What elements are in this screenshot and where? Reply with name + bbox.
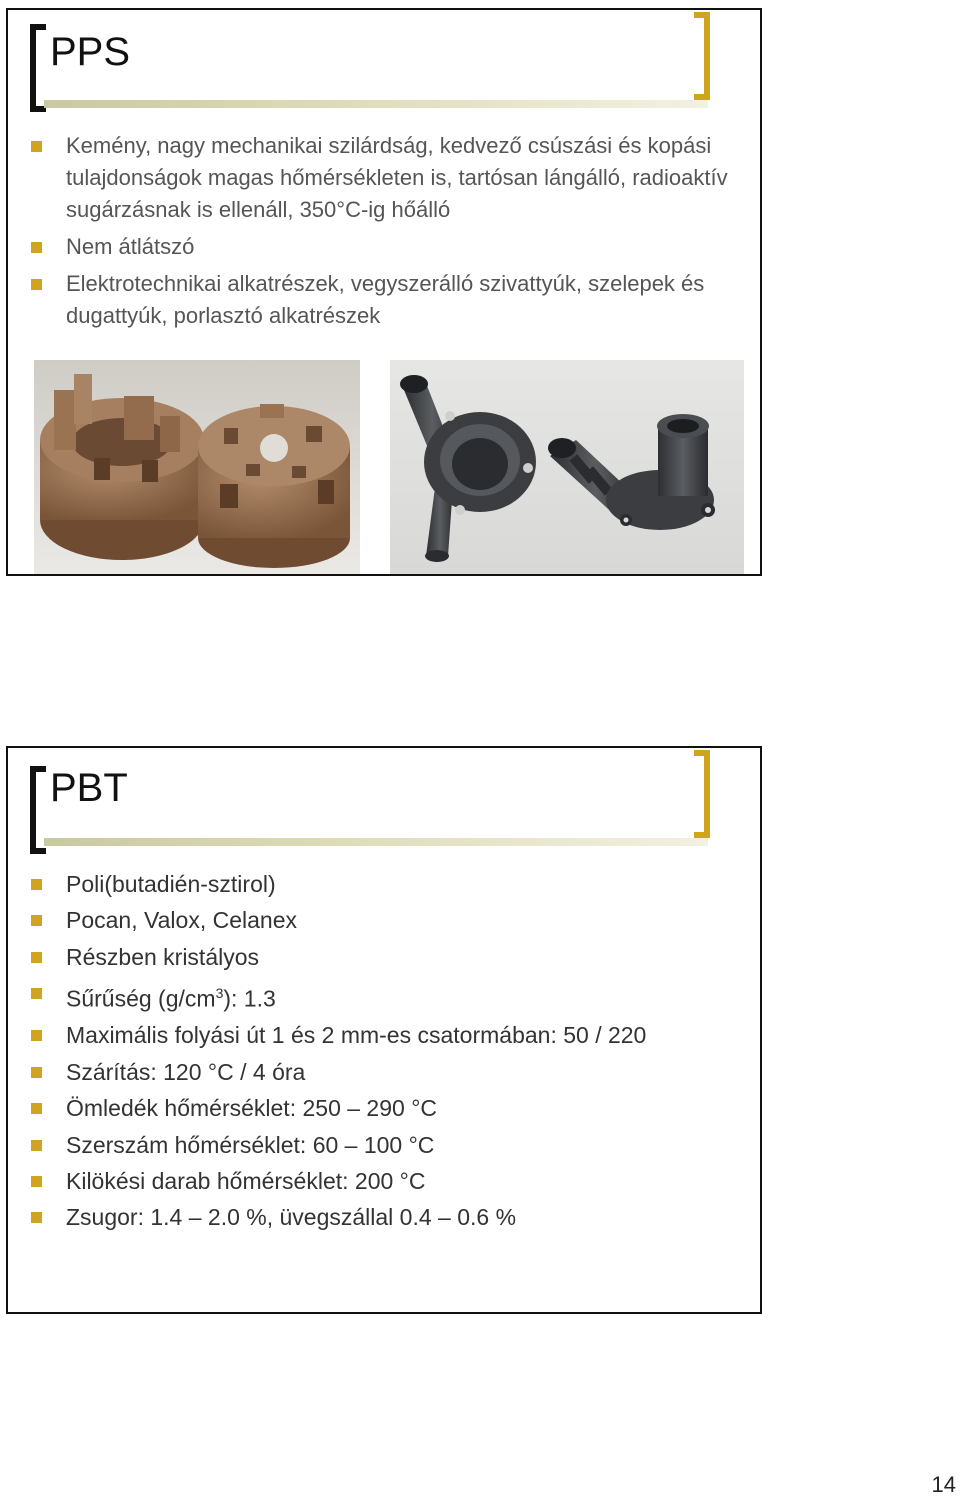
square-bullet-icon [31, 242, 42, 253]
list-item: Kemény, nagy mechanikai szilárdság, kedvező csúszási és kopási tulajdonságok magas hőmérsékleten is, tartósan lángálló, radioaktív sugárzásnak is ellenáll, 350°C-ig hőálló [28, 130, 728, 226]
slide-title: PPS [50, 30, 131, 74]
square-bullet-icon [31, 1140, 42, 1151]
list-item: Pocan, Valox, Celanex [28, 902, 728, 938]
list-item: Poli(butadién-sztirol) [28, 866, 728, 902]
title-rule [44, 838, 708, 846]
title-bracket-right [694, 750, 710, 838]
square-bullet-icon [31, 952, 42, 963]
square-bullet-icon [31, 1030, 42, 1041]
list-item: Ömledék hőmérséklet: 250 – 290 °C [28, 1090, 728, 1126]
bullet-list [28, 130, 728, 337]
list-item: Maximális folyási út 1 és 2 mm-es csatormában: 50 / 220 [28, 1017, 728, 1053]
list-item: Nem átlátszó [28, 231, 728, 263]
list-item: Sűrűség $(g/cm^3)$: 1.3 [28, 975, 728, 1017]
list-item: Szerszám hőmérséklet: 60 – 100 °C [28, 1127, 728, 1163]
slide-pps [6, 8, 762, 576]
square-bullet-icon [31, 879, 42, 890]
bullet-list [28, 866, 728, 1236]
square-bullet-icon [31, 915, 42, 926]
slide-pbt [6, 746, 762, 1314]
page-number: 14 [931, 1472, 956, 1497]
square-bullet-icon [31, 1067, 42, 1078]
list-item: Kilökési darab hőmérséklet: 200 °C [28, 1163, 728, 1199]
list-item: Elektrotechnikai alkatrészek, vegyszerálló szivattyúk, szelepek és dugattyúk, porlasztó alkatrészek [28, 268, 728, 332]
square-bullet-icon [31, 1103, 42, 1114]
square-bullet-icon [31, 1176, 42, 1187]
brown-parts-photo [34, 360, 360, 574]
title-rule [44, 100, 708, 108]
square-bullet-icon [31, 988, 42, 999]
gray-parts-photo [390, 360, 744, 574]
square-bullet-icon [31, 1212, 42, 1223]
list-item: Részben kristályos [28, 939, 728, 975]
title-bracket-right [694, 12, 710, 100]
square-bullet-icon [31, 141, 42, 152]
square-bullet-icon [31, 279, 42, 290]
slide-title: PBT [50, 766, 128, 810]
list-item: Szárítás: 120 °C / 4 óra [28, 1054, 728, 1090]
list-item: Zsugor: 1.4 – 2.0 %, üvegszállal 0.4 – 0.6 % [28, 1199, 728, 1235]
title-bracket-left [30, 24, 46, 112]
